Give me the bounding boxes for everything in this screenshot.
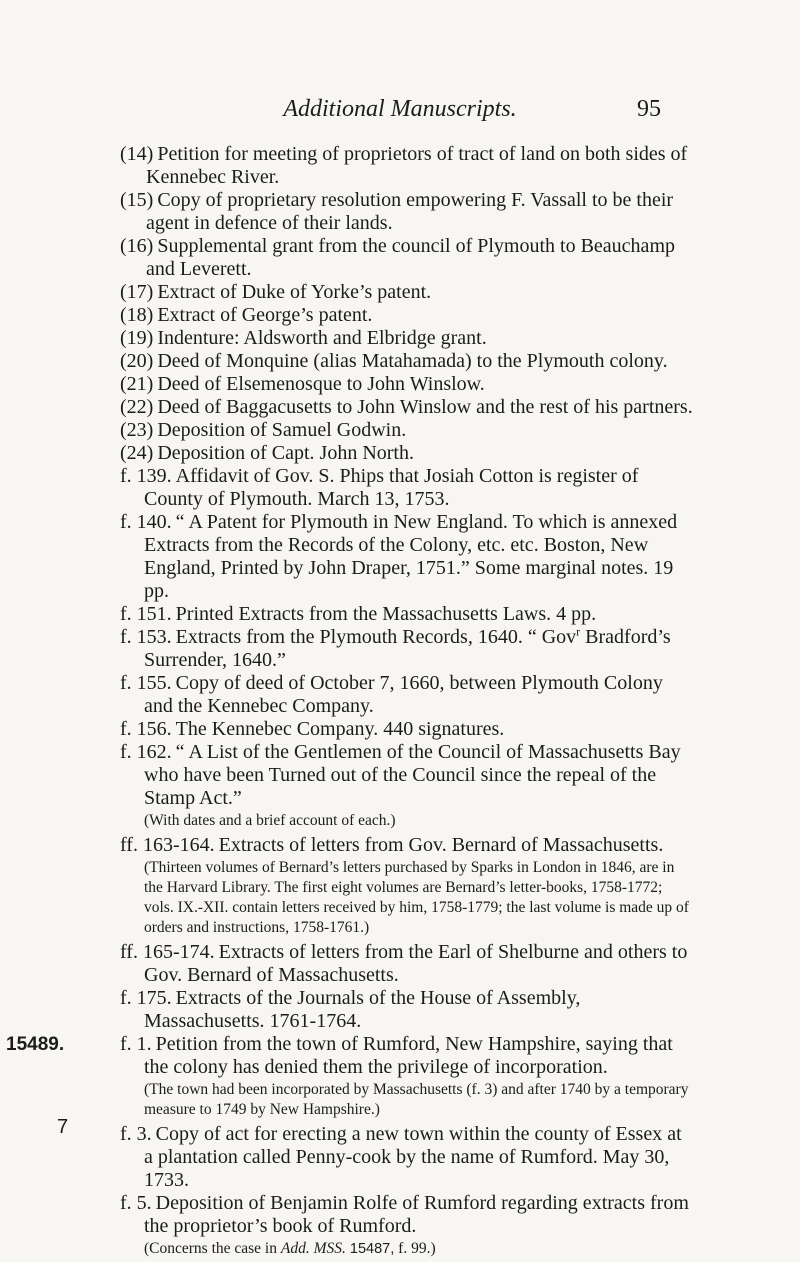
folio-note <box>120 1239 695 1259</box>
folio-text-cont: Bradford’s Surrender, 1640.” <box>144 626 671 671</box>
note-suffix: f. 99.) <box>394 1240 436 1257</box>
item-text: Copy of proprietary resolution empowering F. Vassall to be their agent in defence of their lands. <box>146 189 674 234</box>
folio-label: f. 162. <box>120 741 172 763</box>
folio-entry <box>120 1192 695 1238</box>
folio-label: ff. 163-164. <box>120 834 215 856</box>
note-ms-number: 15487, <box>345 1241 395 1257</box>
item-label: (20) <box>120 350 154 372</box>
folio-text: Extracts of letters from Gov. Bernard of Massachusetts. <box>218 834 664 856</box>
numbered-item <box>120 189 695 235</box>
signature-mark: 7 <box>57 1116 69 1138</box>
folio-note: (With dates and a brief account of each.) <box>144 812 396 829</box>
item-label: (22) <box>120 396 154 418</box>
folio-label: f. 155. <box>120 672 172 694</box>
folio-label: f. 156. <box>120 718 172 740</box>
folio-entry <box>120 465 695 511</box>
folio-text: Extracts of the Journals of the House of Assembly, Massachusetts. 1761-1764. <box>144 987 581 1032</box>
folio-label: f. 175. <box>120 987 172 1009</box>
item-text: Deposition of Samuel Godwin. <box>157 419 407 441</box>
folio-text: Printed Extracts from the Massachusetts Laws. 4 pp. <box>175 603 597 625</box>
folio-text: Extracts from the Plymouth Records, 1640. “ Gov <box>175 626 577 648</box>
numbered-item <box>120 350 695 373</box>
item-text: Deposition of Capt. John North. <box>157 442 414 464</box>
numbered-item <box>120 281 695 304</box>
folio-label: f. 140. <box>120 511 172 533</box>
folio-label: f. 5. <box>120 1192 152 1214</box>
folio-entry <box>120 834 695 857</box>
numbered-item <box>120 304 695 327</box>
numbered-item <box>120 396 695 419</box>
folio-entry <box>120 718 695 741</box>
numbered-item <box>120 327 695 350</box>
folio-text: The Kennebec Company. 440 signatures. <box>175 718 505 740</box>
folio-text: Affidavit of Gov. S. Phips that Josiah Cotton is register of County of Plymouth. March 13, 1753. <box>144 465 639 510</box>
numbered-item <box>120 442 695 465</box>
folio-text: Deposition of Benjamin Rolfe of Rumford regarding extracts from the proprietor’s book of Rumford. <box>144 1192 689 1237</box>
folio-text: Extracts of letters from the Earl of Shelburne and others to Gov. Bernard of Massachusetts. <box>144 941 688 986</box>
folio-entry <box>120 1123 695 1192</box>
item-text: Supplemental grant from the council of Plymouth to Beauchamp and Leverett. <box>146 235 675 280</box>
note-prefix: (Concerns the case in <box>144 1240 281 1257</box>
folio-label: ff. 165-174. <box>120 941 215 963</box>
folio-text: Petition from the town of Rumford, New Hampshire, saying that the colony has denied them the privilege of incorporation. <box>144 1033 673 1078</box>
folio-entry <box>120 626 695 672</box>
item-label: (17) <box>120 281 154 303</box>
item-text: Deed of Baggacusetts to John Winslow and the rest of his partners. <box>157 396 693 418</box>
folio-text: Copy of act for erecting a new town within the county of Essex at a plantation called Penny-cook by the name of Rumford. May 30, 1733. <box>144 1123 682 1191</box>
folio-text: Copy of deed of October 7, 1660, between Plymouth Colony and the Kennebec Company. <box>144 672 663 717</box>
document-body <box>6 143 695 1262</box>
item-label: (15) <box>120 189 154 211</box>
folio-text: “ A Patent for Plymouth in New England. To which is annexed Extracts from the Records of the Colony, etc. etc. Boston, New England, Printed by John Draper, 1751.” Some marginal notes. 19 pp. <box>144 511 678 602</box>
item-label: (18) <box>120 304 154 326</box>
item-label: (21) <box>120 373 154 395</box>
numbered-item <box>120 419 695 442</box>
folio-label: f. 139. <box>120 465 172 487</box>
numbered-item <box>120 143 695 189</box>
folio-entry <box>120 741 695 810</box>
folio-label: f. 151. <box>120 603 172 625</box>
numbered-item <box>120 235 695 281</box>
item-text: Extract of George’s patent. <box>157 304 373 326</box>
item-label: (16) <box>120 235 154 257</box>
note-italic: Add. MSS. <box>280 1240 346 1257</box>
folio-entry <box>120 941 695 987</box>
folio-entry <box>120 603 695 626</box>
item-label: (19) <box>120 327 154 349</box>
folio-note: (The town had been incorporated by Massachusetts (f. 3) and after 1740 by a temporary measure to 1749 by New Hampshire.) <box>144 1081 689 1118</box>
item-text: Deed of Monquine (alias Matahamada) to the Plymouth colony. <box>157 350 668 372</box>
folio-label: f. 1. <box>120 1033 152 1055</box>
item-text: Deed of Elsemenosque to John Winslow. <box>157 373 485 395</box>
folio-entry <box>120 672 695 718</box>
header-title: Additional Manuscripts. <box>283 96 517 122</box>
folio-entry <box>120 511 695 603</box>
item-text: Indenture: Aldsworth and Elbridge grant. <box>157 327 487 349</box>
folio-entry <box>6 1033 695 1079</box>
item-label: (14) <box>120 143 154 165</box>
folio-label: f. 153. <box>120 626 172 648</box>
running-header <box>0 96 800 126</box>
page-number: 95 <box>637 96 661 122</box>
item-text: Extract of Duke of Yorke’s patent. <box>157 281 432 303</box>
item-text: Petition for meeting of proprietors of tract of land on both sides of Kennebec River. <box>146 143 688 188</box>
folio-note: (Thirteen volumes of Bernard’s letters purchased by Sparks in London in 1846, are in the Harvard Library. The first eight volumes are Bernard’s letter-books, 1758-1772; vols. IX.-XII. contain letters received by him, 1758-1779; the last volume is made up of orders and instructions, 1758-1761.) <box>144 859 689 936</box>
manuscript-number: 15489. <box>6 1034 65 1055</box>
folio-label: f. 3. <box>120 1123 152 1145</box>
numbered-item <box>120 373 695 396</box>
item-label: (24) <box>120 442 154 464</box>
folio-text: “ A List of the Gentlemen of the Council of Massachusetts Bay who have been Turned out of the Council since the repeal of the Stamp Act.” <box>144 741 681 809</box>
item-label: (23) <box>120 419 154 441</box>
superscript: r <box>576 624 581 639</box>
folio-entry <box>120 987 695 1033</box>
